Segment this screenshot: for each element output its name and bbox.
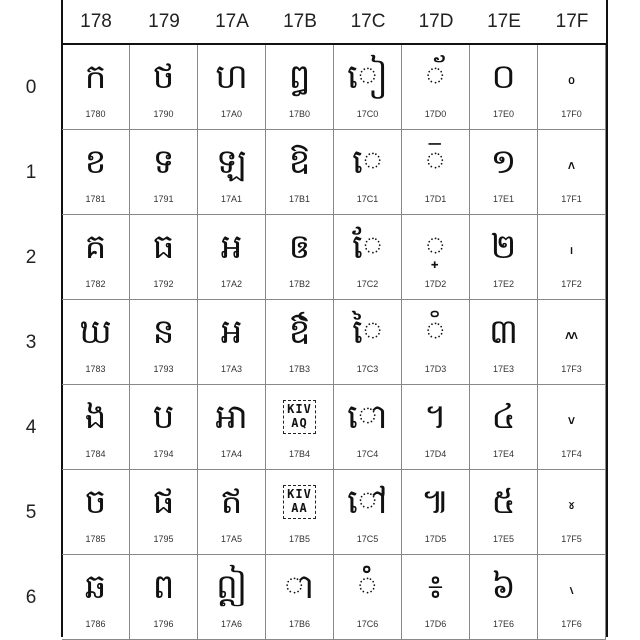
chart-cell xyxy=(130,385,198,470)
chart-cell xyxy=(130,215,198,300)
character-glyph xyxy=(538,561,605,613)
character-glyph xyxy=(62,136,129,188)
code-point-label: 17C3 xyxy=(356,364,379,374)
glyph-char: ៓ xyxy=(425,312,446,352)
glyph-char: ៃ xyxy=(352,312,383,352)
character-glyph xyxy=(402,561,469,613)
chart-cell xyxy=(334,300,402,385)
code-point-label: 17B0 xyxy=(288,109,311,119)
character-glyph xyxy=(198,306,265,358)
chart-cell xyxy=(198,215,266,300)
code-point-label: 17E6 xyxy=(492,619,515,629)
chart-cell xyxy=(334,215,402,300)
glyph-char: ទ xyxy=(152,142,175,182)
row-header: 2 xyxy=(25,246,37,268)
chart-cell xyxy=(334,385,402,470)
character-glyph xyxy=(470,221,537,273)
code-point-label: 17E4 xyxy=(492,449,515,459)
glyph-char: ៅ xyxy=(347,482,388,522)
box-label: KIV xyxy=(287,402,312,417)
chart-cell xyxy=(402,45,470,130)
dashed-box-glyph xyxy=(283,485,316,519)
character-glyph xyxy=(266,136,333,188)
character-glyph xyxy=(62,561,129,613)
row-header: 5 xyxy=(25,501,37,523)
code-point-label: 1793 xyxy=(153,364,174,374)
glyph-char: ហ xyxy=(215,57,248,97)
chart-cell xyxy=(538,470,606,555)
chart-cell xyxy=(266,215,334,300)
character-glyph xyxy=(470,391,537,443)
right-rule xyxy=(606,0,608,637)
code-point-label: 17B3 xyxy=(288,364,311,374)
glyph-char: ខ xyxy=(84,142,107,182)
chart-cell xyxy=(470,385,538,470)
character-glyph xyxy=(266,51,333,103)
glyph-char: ែ xyxy=(352,227,383,267)
chart-cell xyxy=(62,385,130,470)
glyph-char: ៀ xyxy=(347,57,388,97)
character-glyph xyxy=(198,221,265,273)
column-header: 17A xyxy=(215,11,249,32)
code-point-label: 17E3 xyxy=(492,364,515,374)
glyph-char: ៵ xyxy=(567,490,576,514)
character-glyph xyxy=(130,306,197,358)
column-header: 17D xyxy=(418,11,454,32)
dashed-box-glyph xyxy=(283,400,316,434)
code-point-label: 17C4 xyxy=(356,449,379,459)
character-glyph xyxy=(266,476,333,528)
box-label: AQ xyxy=(291,416,308,430)
chart-cell xyxy=(198,385,266,470)
chart-cell xyxy=(130,470,198,555)
character-glyph xyxy=(62,306,129,358)
column-header: 17C xyxy=(350,11,386,32)
glyph-char: ៤ xyxy=(491,397,516,437)
glyph-char: ឣ xyxy=(220,312,243,352)
code-point-label: 17D6 xyxy=(424,619,447,629)
glyph-char: ឲ xyxy=(288,227,311,267)
glyph-char: ័ xyxy=(425,57,446,97)
chart-cell xyxy=(266,300,334,385)
glyph-char: ៣ xyxy=(488,312,519,352)
character-glyph xyxy=(402,136,469,188)
code-point-label: 1792 xyxy=(153,279,174,289)
character-glyph xyxy=(198,561,265,613)
character-glyph xyxy=(62,221,129,273)
character-glyph xyxy=(266,391,333,443)
chart-cell xyxy=(334,45,402,130)
character-glyph xyxy=(470,561,537,613)
chart-cell xyxy=(62,300,130,385)
character-glyph xyxy=(266,306,333,358)
glyph-char: ៱ xyxy=(567,150,576,174)
code-point-label: 17A6 xyxy=(220,619,243,629)
glyph-char: ៰ xyxy=(567,65,576,89)
glyph-char: ៳ xyxy=(564,320,579,344)
code-point-label: 1782 xyxy=(85,279,106,289)
character-glyph xyxy=(266,221,333,273)
code-point-label: 1784 xyxy=(85,449,106,459)
code-point-label: 17F6 xyxy=(561,619,582,629)
character-glyph xyxy=(334,136,401,188)
column-header: 17E xyxy=(487,11,521,32)
code-point-label: 17D2 xyxy=(424,279,447,289)
chart-cell xyxy=(538,385,606,470)
character-glyph xyxy=(334,51,401,103)
code-point-label: 17C5 xyxy=(356,534,379,544)
chart-cell xyxy=(198,555,266,640)
code-point-label: 17F0 xyxy=(561,109,582,119)
chart-cell xyxy=(402,300,470,385)
column-header: 17F xyxy=(555,11,589,32)
chart-cell xyxy=(266,470,334,555)
code-point-label: 17D5 xyxy=(424,534,447,544)
chart-cell xyxy=(130,300,198,385)
glyph-char: ក xyxy=(84,57,107,97)
glyph-char: ប xyxy=(152,397,175,437)
character-glyph xyxy=(402,51,469,103)
code-point-label: 1786 xyxy=(85,619,106,629)
chart-cell xyxy=(334,130,402,215)
glyph-char: ព xyxy=(152,567,175,607)
character-glyph xyxy=(470,306,537,358)
chart-cell xyxy=(470,45,538,130)
code-point-label: 1796 xyxy=(153,619,174,629)
chart-cell xyxy=(334,555,402,640)
character-glyph xyxy=(538,391,605,443)
chart-cell xyxy=(266,130,334,215)
character-glyph xyxy=(334,391,401,443)
glyph-char: ៴ xyxy=(567,405,576,429)
character-glyph xyxy=(130,221,197,273)
code-point-label: 17F5 xyxy=(561,534,582,544)
chart-cell xyxy=(130,555,198,640)
glyph-char: ផ xyxy=(152,482,175,522)
code-point-label: 17B6 xyxy=(288,619,311,629)
code-point-label: 17F2 xyxy=(561,279,582,289)
character-glyph xyxy=(402,306,469,358)
code-point-label: 1781 xyxy=(85,194,106,204)
chart-cell xyxy=(130,130,198,215)
glyph-char: ៶ xyxy=(568,575,575,599)
chart-cell xyxy=(266,45,334,130)
box-label: KIV xyxy=(287,487,312,502)
column-header: 179 xyxy=(148,11,180,32)
glyph-char: ២ xyxy=(490,227,517,267)
code-point-label: 17B4 xyxy=(288,449,311,459)
glyph-char: ឆ xyxy=(84,567,107,607)
glyph-char: ៖ xyxy=(428,567,443,607)
chart-cell xyxy=(402,215,470,300)
code-point-label: 17A0 xyxy=(220,109,243,119)
code-point-label: 17D4 xyxy=(424,449,447,459)
glyph-char: ៥ xyxy=(491,482,516,522)
glyph-char: ំ xyxy=(357,567,378,607)
chart-cell xyxy=(538,45,606,130)
character-glyph xyxy=(334,221,401,273)
code-point-label: 17B1 xyxy=(288,194,311,204)
glyph-char: ឤ xyxy=(215,397,248,437)
code-point-label: 1780 xyxy=(85,109,106,119)
character-glyph xyxy=(470,136,537,188)
glyph-char: ៲ xyxy=(569,235,574,259)
code-point-label: 17C1 xyxy=(356,194,379,204)
glyph-char: ឃ xyxy=(79,312,112,352)
glyph-char: ា xyxy=(284,567,315,607)
chart-cell xyxy=(470,130,538,215)
character-glyph xyxy=(538,476,605,528)
code-point-label: 1783 xyxy=(85,364,106,374)
character-glyph xyxy=(198,476,265,528)
row-header: 4 xyxy=(25,416,37,438)
character-glyph xyxy=(538,136,605,188)
chart-cell xyxy=(62,130,130,215)
glyph-char: េ xyxy=(352,142,383,182)
character-glyph xyxy=(402,476,469,528)
glyph-char: ថ xyxy=(152,57,175,97)
chart-cell xyxy=(198,45,266,130)
glyph-char: ៦ xyxy=(491,567,516,607)
glyph-char: ឳ xyxy=(288,312,311,352)
character-glyph xyxy=(62,51,129,103)
chart-cell xyxy=(402,555,470,640)
code-point-label: 17D1 xyxy=(424,194,447,204)
code-point-label: 17E2 xyxy=(492,279,515,289)
chart-cell xyxy=(538,130,606,215)
character-glyph xyxy=(334,306,401,358)
character-glyph xyxy=(130,561,197,613)
character-glyph xyxy=(62,476,129,528)
glyph-char: ៑ xyxy=(425,142,446,182)
character-glyph xyxy=(334,476,401,528)
code-point-label: 17E1 xyxy=(492,194,515,204)
character-glyph xyxy=(198,391,265,443)
chart-cell xyxy=(198,300,266,385)
chart-cell xyxy=(198,130,266,215)
character-glyph xyxy=(266,561,333,613)
code-point-label: 1791 xyxy=(153,194,174,204)
glyph-char: ឦ xyxy=(216,567,247,607)
glyph-char: ឡ xyxy=(216,142,247,182)
row-header: 3 xyxy=(25,331,37,353)
code-point-label: 17F1 xyxy=(561,194,582,204)
character-glyph xyxy=(402,221,469,273)
character-glyph xyxy=(470,51,537,103)
glyph-char: ច xyxy=(84,482,107,522)
character-glyph xyxy=(130,391,197,443)
box-label: AA xyxy=(291,501,308,515)
glyph-char: ១ xyxy=(490,142,517,182)
code-point-label: 17A4 xyxy=(220,449,243,459)
chart-cell xyxy=(470,470,538,555)
character-glyph xyxy=(130,476,197,528)
glyph-char: ឱ xyxy=(288,142,311,182)
glyph-char: ឰ xyxy=(288,57,311,97)
character-glyph xyxy=(538,221,605,273)
chart-cell xyxy=(402,385,470,470)
chart-cell xyxy=(402,130,470,215)
code-point-label: 17C0 xyxy=(356,109,379,119)
chart-cell xyxy=(538,555,606,640)
character-glyph xyxy=(198,136,265,188)
code-point-label: 17E0 xyxy=(492,109,515,119)
code-point-label: 17A2 xyxy=(220,279,243,289)
row-header: 6 xyxy=(25,586,37,608)
chart-cell xyxy=(470,215,538,300)
code-point-label: 17F3 xyxy=(561,364,582,374)
chart-cell xyxy=(538,215,606,300)
chart-cell xyxy=(62,215,130,300)
code-point-label: 17D3 xyxy=(424,364,447,374)
code-point-label: 17C2 xyxy=(356,279,379,289)
glyph-char: ៕ xyxy=(421,482,450,522)
chart-cell xyxy=(62,470,130,555)
chart-cell xyxy=(470,300,538,385)
character-glyph xyxy=(402,391,469,443)
code-point-label: 1790 xyxy=(153,109,174,119)
glyph-char: ០ xyxy=(491,57,516,97)
character-glyph xyxy=(470,476,537,528)
row-header: 0 xyxy=(25,76,37,98)
glyph-char: ។ xyxy=(424,397,447,437)
column-header: 178 xyxy=(80,11,112,32)
character-glyph xyxy=(130,136,197,188)
chart-cell xyxy=(470,555,538,640)
code-point-label: 17B2 xyxy=(288,279,311,289)
code-point-label: 17A3 xyxy=(220,364,243,374)
code-point-label: 17E5 xyxy=(492,534,515,544)
code-point-label: 17A1 xyxy=(220,194,243,204)
code-point-label: 1785 xyxy=(85,534,106,544)
glyph-char: ង xyxy=(84,397,107,437)
chart-cell xyxy=(198,470,266,555)
character-glyph xyxy=(334,561,401,613)
glyph-char: ឥ xyxy=(220,482,243,522)
code-point-label: 1794 xyxy=(153,449,174,459)
chart-cell xyxy=(334,470,402,555)
chart-cell xyxy=(62,45,130,130)
row-header: 1 xyxy=(25,161,37,183)
character-glyph xyxy=(538,51,605,103)
chart-cell xyxy=(266,385,334,470)
glyph-char: ្ xyxy=(425,227,446,267)
character-glyph xyxy=(198,51,265,103)
character-glyph xyxy=(130,51,197,103)
code-point-label: 17C6 xyxy=(356,619,379,629)
code-point-label: 17B5 xyxy=(288,534,311,544)
character-glyph xyxy=(538,306,605,358)
chart-cell xyxy=(402,470,470,555)
glyph-char: ោ xyxy=(347,397,388,437)
glyph-char: គ xyxy=(84,227,107,267)
code-point-label: 1795 xyxy=(153,534,174,544)
code-point-label: 17A5 xyxy=(220,534,243,544)
glyph-char: អ xyxy=(220,227,243,267)
chart-cell xyxy=(130,45,198,130)
chart-cell xyxy=(266,555,334,640)
code-point-label: 17D0 xyxy=(424,109,447,119)
column-header: 17B xyxy=(283,11,317,32)
glyph-char: ន xyxy=(152,312,175,352)
code-point-label: 17F4 xyxy=(561,449,582,459)
chart-cell xyxy=(62,555,130,640)
character-glyph xyxy=(62,391,129,443)
glyph-char: ធ xyxy=(152,227,175,267)
chart-cell xyxy=(538,300,606,385)
